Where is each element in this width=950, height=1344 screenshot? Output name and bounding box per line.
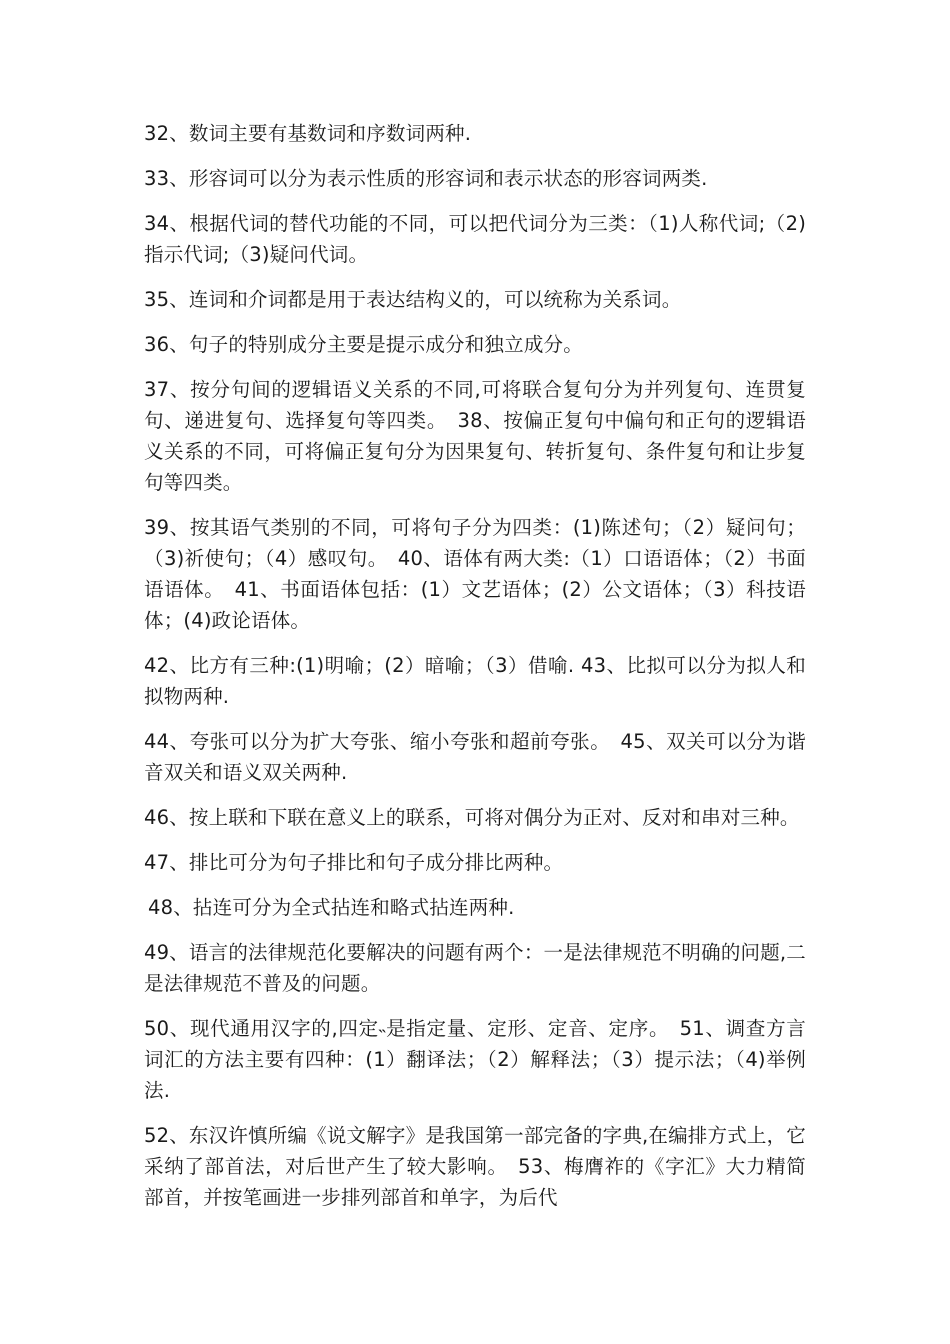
paragraph-46: 46、按上联和下联在意义上的联系，可将对偶分为正对、反对和串对三种。	[144, 806, 800, 829]
paragraph-37-38: 37、按分句间的逻辑语义关系的不同,可将联合复句分为并列复句、连贯复句、递进复句、选择复句等四类。 38、按偏正复句中偏句和正句的逻辑语义关系的不同，可将偏正复句分为因果复句、转折复句、条件复句和让步复句等四类。	[144, 378, 806, 494]
paragraph-52-53: 52、东汉许慎所编《说文解字》是我国第一部完备的字典,在编排方式上，它采纳了部首法，对后世产生了较大影响。 53、梅膺祚的《字汇》大力精简部首，并按笔画进一步排列部首和单字，为后代	[144, 1124, 807, 1209]
paragraph-50-51: 50、现代通用汉字的,四定˵是指定量、定形、定音、定序。 51、调查方言词汇的方法主要有四种：(1）翻译法；（2）解释法；（3）提示法；（4)举例法.	[144, 1017, 806, 1102]
paragraph-42-43: 42、比方有三种:(1)明喻；(2）暗喻；（3）借喻. 43、比拟可以分为拟人和拟物两种.	[144, 654, 806, 708]
paragraph-47: 47、排比可分为句子排比和句子成分排比两种。	[144, 851, 564, 874]
paragraph-36: 36、句子的特别成分主要是提示成分和独立成分。	[144, 333, 583, 356]
paragraph-48: 48、拈连可分为全式拈连和略式拈连两种.	[148, 896, 515, 919]
paragraph-35: 35、连词和介词都是用于表达结构义的，可以统称为关系词。	[144, 288, 682, 311]
paragraph-44-45: 44、夸张可以分为扩大夸张、缩小夸张和超前夸张。 45、双关可以分为谐音双关和语义双关两种.	[144, 730, 806, 784]
paragraph-33: 33、形容词可以分为表示性质的形容词和表示状态的形容词两类.	[144, 167, 708, 190]
paragraph-34: 34、根据代词的替代功能的不同，可以把代词分为三类：（1)人称代词;（2)指示代词;（3)疑问代词。	[144, 212, 806, 266]
paragraph-32: 32、数词主要有基数词和序数词两种.	[144, 122, 472, 145]
paragraph-39-41: 39、按其语气类别的不同，可将句子分为四类：(1)陈述句；（2）疑问句；（3)祈使句；（4）感叹句。 40、语体有两大类:（1）口语语体；（2）书面语语体。 41、书面语体包括：(1）文艺语体；(2）公文语体；（3）科技语体；(4)政论语体。	[144, 516, 806, 632]
paragraph-49: 49、语言的法律规范化要解决的问题有两个：一是法律规范不明确的问题,二是法律规范不普及的问题。	[144, 941, 807, 995]
document-body	[144, 118, 806, 1227]
